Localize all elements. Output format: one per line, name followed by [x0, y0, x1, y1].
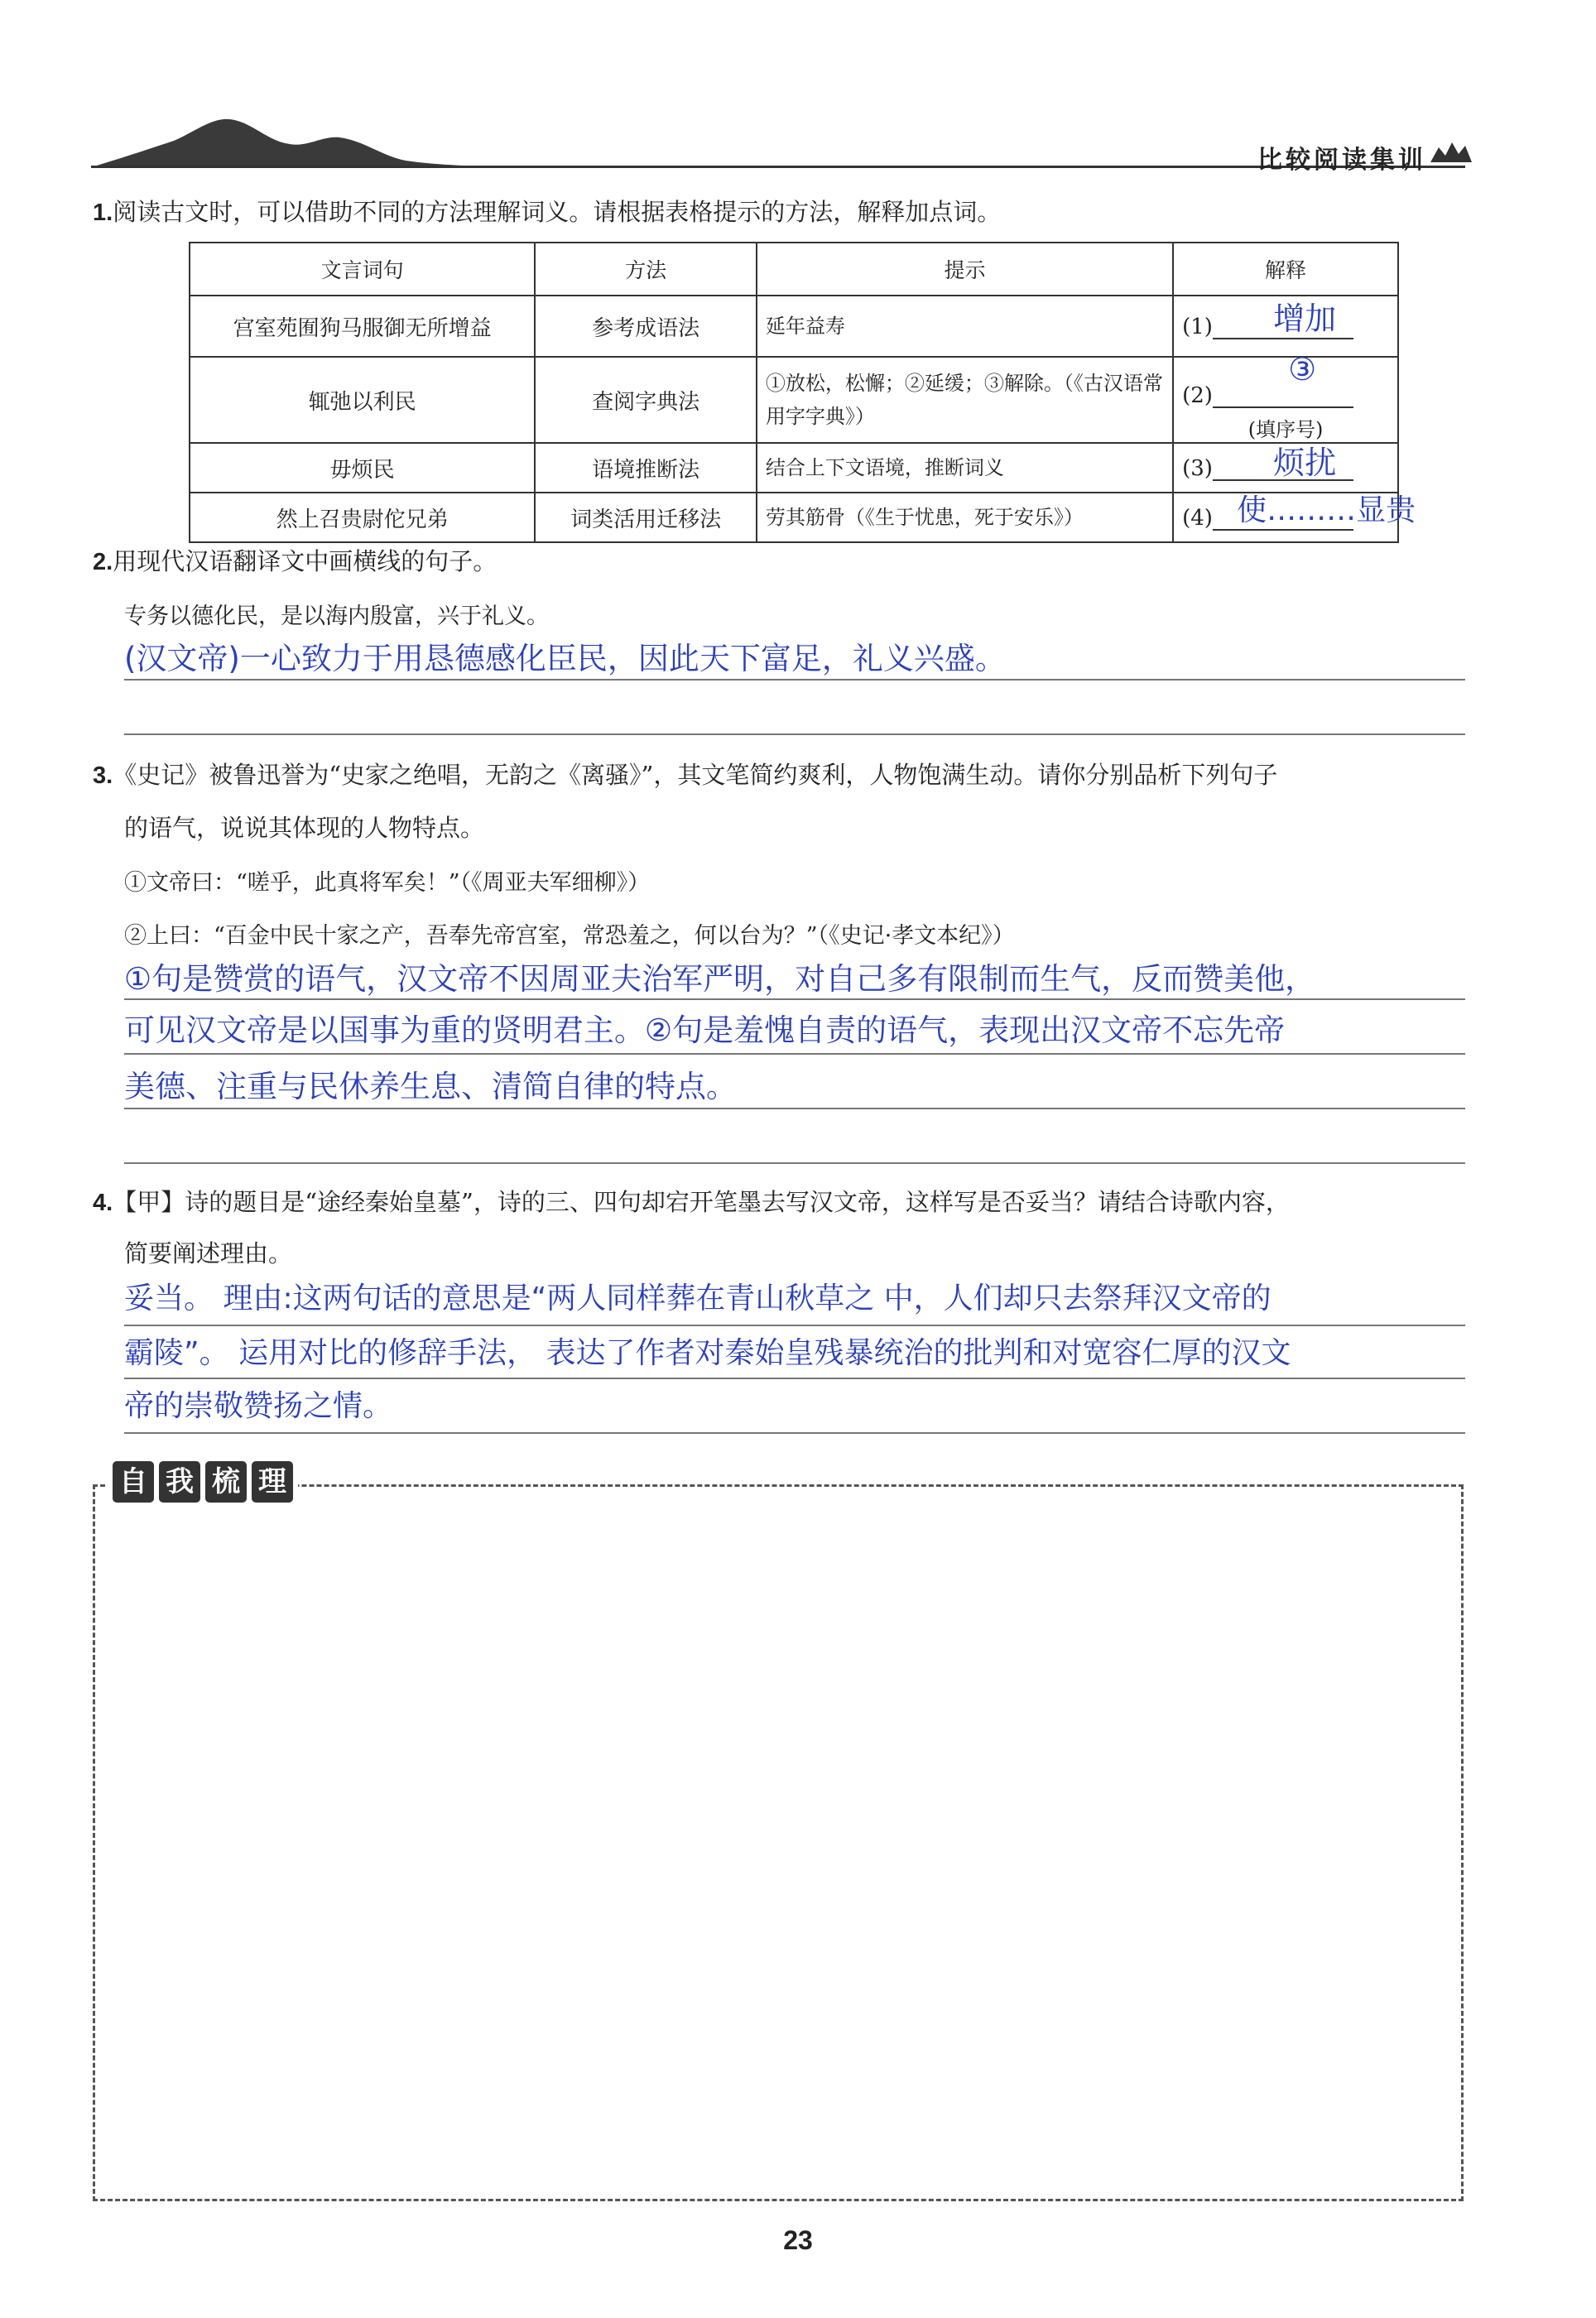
page-number: 23 [783, 2225, 813, 2255]
answer-cell [1173, 351, 1398, 443]
hint-cell: ①放松，松懈；②延缓；③解除。（《古汉语常用字字典》） [757, 357, 1173, 443]
column-header: 提示 [757, 243, 1173, 296]
answer-label: (4) [1182, 506, 1213, 531]
method-cell: 语境推断法 [535, 443, 757, 493]
hint-cell: 结合上下文语境，推断词义 [757, 443, 1173, 493]
table-row [190, 493, 1398, 542]
question-number: 3. [93, 762, 113, 789]
answer-line [124, 1108, 1465, 1109]
answer-line [124, 1053, 1465, 1055]
table-row [190, 357, 1398, 443]
column-header: 方法 [535, 243, 757, 296]
handwritten-answer-line: ①句是赞赏的语气，汉文帝不因周亚夫治军严明，对自己多有限制而生气，反而赞美他， [124, 961, 1316, 997]
answer-line [124, 679, 1465, 680]
method-cell: 词类活用迁移法 [535, 493, 757, 542]
peaks-icon [1430, 137, 1472, 162]
table-row [190, 443, 1398, 493]
handwritten-answer: 增加 [1273, 301, 1337, 337]
answer-cell [1173, 493, 1416, 542]
quoted-sentence: 专务以德化民，是以海内殷富，兴于礼义。 [124, 604, 549, 629]
handwritten-answer-line: 美德、注重与民休养生息、清简自律的特点。 [124, 1069, 737, 1104]
question-number: 2. [93, 549, 113, 575]
question-2 [93, 545, 497, 579]
label-char: 我 [159, 1461, 200, 1503]
answer-line [124, 998, 1465, 1000]
handwritten-answer: 烦扰 [1273, 445, 1337, 481]
question-text: 阅读古文时，可以借助不同的方法理解词义。请根据表格提示的方法，解释加点词。 [113, 198, 1002, 226]
label-char: 自 [113, 1461, 154, 1503]
self-review-box [93, 1484, 1464, 2201]
handwritten-answer: ③ [1288, 351, 1317, 387]
answer-cell [1173, 296, 1398, 357]
answer-label: (2) [1182, 382, 1213, 408]
phrase-cell: 然上召贵尉佗兄弟 [190, 493, 535, 542]
answer-line [124, 1325, 1465, 1326]
answer-line [124, 1162, 1465, 1164]
handwritten-answer-line: 可见汉文帝是以国事为重的贤明君主。②句是羞愧自责的语气，表现出汉文帝不忘先帝 [124, 1012, 1286, 1048]
column-header: 解释 [1173, 243, 1398, 296]
method-cell: 参考成语法 [535, 296, 757, 357]
quoted-sentence: ②上曰：“百金中民十家之产，吾奉先帝宫室，常恐羞之，何以台为？”（《史记·孝文本纪》） [124, 923, 1015, 949]
question-text: 《史记》被鲁迅誉为“史家之绝唱，无韵之《离骚》”，其文笔简约爽利，人物饱满生动。请你分别品析下列句子 [113, 761, 1278, 789]
table-header-row [190, 243, 1398, 296]
method-cell: 查阅字典法 [535, 357, 757, 443]
question-3 [93, 758, 1277, 792]
column-header: 文言词句 [190, 243, 535, 296]
answer-label: (1) [1182, 315, 1213, 339]
handwritten-answer-line: 霸陵”。 运用对比的修辞手法， 表达了作者对秦始皇残暴统治的批判和对宽容仁厚的汉文 [124, 1336, 1291, 1370]
hint-cell: 劳其筋骨（《生于忧患，死于安乐》） [757, 493, 1173, 542]
question-4 [93, 1185, 1290, 1219]
phrase-cell: 辄弛以利民 [190, 357, 535, 443]
answer-cell [1173, 443, 1398, 493]
table-row [190, 296, 1398, 357]
phrase-cell: 宫室苑囿狗马服御无所增益 [190, 296, 535, 357]
vocabulary-table [189, 242, 1416, 543]
answer-line [124, 1432, 1465, 1434]
question-number: 4. [93, 1190, 113, 1216]
question-1 [93, 195, 1001, 229]
handwritten-answer-line: 帝的崇敬赞扬之情。 [124, 1389, 393, 1423]
question-text-continued: 简要阐述理由。 [124, 1239, 293, 1267]
label-char: 理 [252, 1461, 293, 1503]
hint-cell: 延年益寿 [757, 296, 1173, 357]
handwritten-answer: (汉文帝)一心致力于用恳德感化臣民，因此天下富足，礼义兴盛。 [124, 641, 1006, 676]
handwritten-answer-line: 妥当。 理由:这两句话的意思是“两人同样葬在青山秋草之 中，人们却只去祭拜汉文帝的 [124, 1282, 1272, 1315]
question-text: 【甲】诗的题目是“途经秦始皇墓”，诗的三、四句却宕开笔墨去写汉文帝，这样写是否妥当？请结合诗歌内容， [113, 1188, 1290, 1216]
mountain-decoration-icon [91, 116, 522, 169]
label-char: 梳 [205, 1461, 247, 1503]
phrase-cell: 毋烦民 [190, 443, 535, 493]
answer-line [124, 733, 1465, 735]
question-number: 1. [93, 200, 113, 226]
answer-note: (填序号) [1247, 417, 1324, 441]
self-review-label [108, 1461, 298, 1503]
question-text-continued: 的语气，说说其体现的人物特点。 [124, 814, 485, 842]
handwritten-answer: 使………显贵 [1237, 493, 1416, 527]
header-title: 比较阅读集训 [1257, 146, 1426, 175]
answer-line [124, 1378, 1465, 1379]
question-text: 用现代汉语翻译文中画横线的句子。 [113, 547, 498, 575]
quoted-sentence: ①文帝曰：“嗟乎，此真将军矣！”（《周亚夫军细柳》） [124, 870, 651, 896]
answer-label: (3) [1182, 456, 1213, 481]
